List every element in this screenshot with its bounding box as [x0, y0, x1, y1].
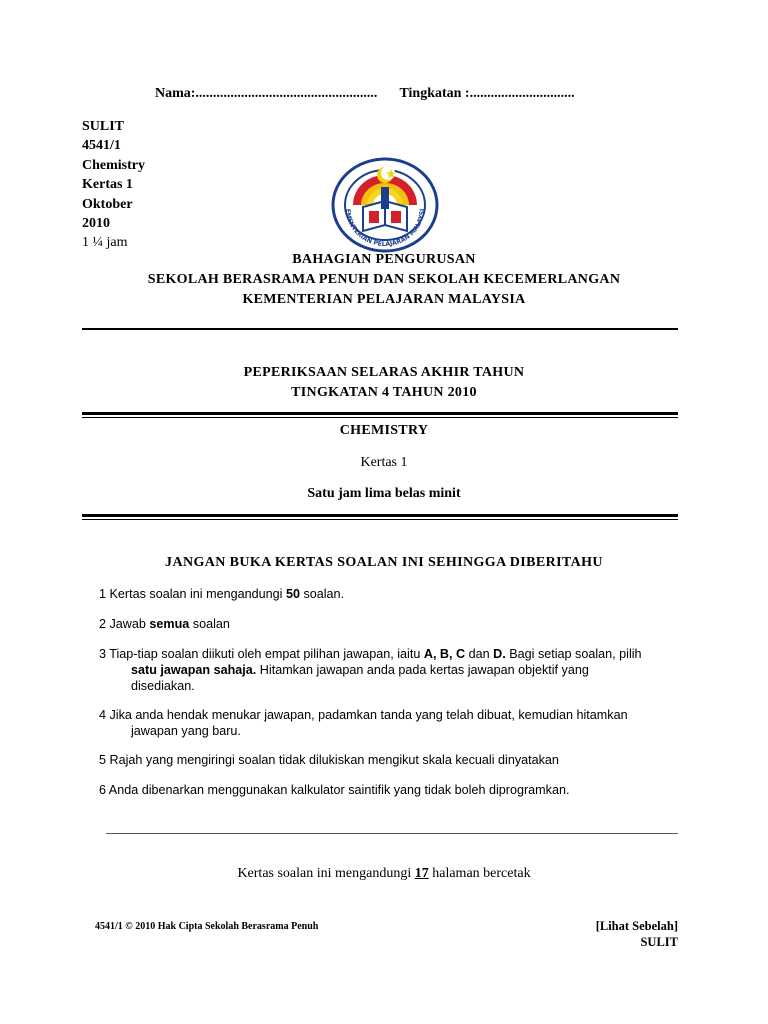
footer-sulit-label: SULIT: [640, 935, 678, 949]
exam-paper: Kertas 1: [360, 455, 408, 470]
instruction-4-continuation: jawapan yang baru.: [131, 724, 241, 738]
exam-month: Oktober: [82, 196, 133, 212]
instruction-2-end: soalan: [189, 617, 230, 631]
instruction-3-option-d: D.: [493, 647, 506, 661]
copyright-notice: 4541/1 © 2010 Hak Cipta Sekolah Berasrama Penuh: [95, 921, 319, 932]
title-double-divider-bottom: [82, 514, 678, 520]
instruction-3-emphasis: satu jawapan sahaja.: [131, 663, 257, 677]
tingkatan-field-label: Tingkatan :..............................: [399, 86, 575, 101]
nama-field-label: Nama:....................................................: [155, 86, 378, 101]
page-count-note: [0, 866, 768, 882]
instruction-5: 5 Rajah yang mengiringi soalan tidak dilukiskan mengikut skala kecuali dinyatakan: [99, 753, 559, 767]
instruction-3-joiner: dan: [465, 647, 494, 661]
org-line-2: SEKOLAH BERASRAMA PENUH DAN SEKOLAH KECEMERLANGAN: [147, 272, 621, 287]
paper-meta-block: [82, 117, 145, 253]
instruction-6: 6 Anda dibenarkan menggunakan kalkulator saintifik yang tidak boleh diprogramkan.: [99, 783, 570, 797]
instruction-2-emphasis: semua: [149, 617, 190, 631]
page-count-suffix: halaman bercetak: [428, 866, 531, 881]
exam-title-line-2: TINGKATAN 4 TAHUN 2010: [291, 385, 477, 400]
instruction-3-continuation: Hitamkan jawapan anda pada kertas jawapan objektif yang: [256, 663, 589, 677]
instruction-3-tail: Bagi setiap soalan, pilih: [505, 647, 642, 661]
instruction-3-continuation-2: disediakan.: [131, 679, 195, 693]
see-next-page-label: [Lihat Sebelah]: [595, 919, 678, 933]
page-count-number: 17: [414, 866, 429, 881]
do-not-open-warning: JANGAN BUKA KERTAS SOALAN INI SEHINGGA DIBERITAHU: [165, 555, 603, 570]
instruction-2: [99, 616, 679, 632]
sulit-label: SULIT: [82, 119, 125, 134]
paper-number: Kertas 1: [82, 177, 133, 193]
instruction-3: [99, 646, 679, 694]
ministry-emblem-icon: [331, 157, 439, 253]
question-count: 50: [285, 587, 300, 601]
exam-year: 2010: [82, 216, 110, 232]
paper-code: 4541/1: [82, 138, 121, 154]
exam-title-line-1: PEPERIKSAAN SELARAS AKHIR TAHUN: [243, 365, 525, 380]
org-line-1: BAHAGIAN PENGURUSAN: [292, 252, 476, 267]
exam-duration-short: 1 ¼ jam: [82, 235, 128, 251]
page-count-text: Kertas soalan ini mengandungi: [237, 866, 415, 881]
footer-right: [560, 918, 678, 950]
instruction-4-text: 4 Jika anda hendak menukar jawapan, padamkan tanda yang telah dibuat, kemudian hitamkan: [99, 708, 628, 722]
instruction-3-options: A, B, C: [423, 647, 466, 661]
instruction-4: [99, 707, 679, 739]
instruction-1-end: soalan.: [299, 587, 345, 601]
title-double-divider-top: [82, 412, 678, 418]
instruction-1: [99, 586, 679, 602]
instruction-1-text: 1 Kertas soalan ini mengandungi: [99, 587, 286, 601]
subject-name: Chemistry: [82, 157, 145, 173]
logo-ring-text: EMENTERIAN PELAJARAN MALAYSI: [343, 208, 427, 249]
instruction-3-text: 3 Tiap-tiap soalan diikuti oleh empat pilihan jawapan, iaitu: [99, 647, 424, 661]
org-line-3: KEMENTERIAN PELAJARAN MALAYSIA: [242, 292, 526, 307]
exam-duration: Satu jam lima belas minit: [307, 486, 461, 501]
student-info-line: [155, 86, 575, 102]
instruction-2-text: 2 Jawab: [99, 617, 150, 631]
exam-subject: CHEMISTRY: [339, 423, 429, 438]
header-divider: [82, 328, 678, 330]
instructions-divider: [106, 833, 678, 834]
kementerian-pelajaran-malaysia-logo: [331, 157, 439, 253]
